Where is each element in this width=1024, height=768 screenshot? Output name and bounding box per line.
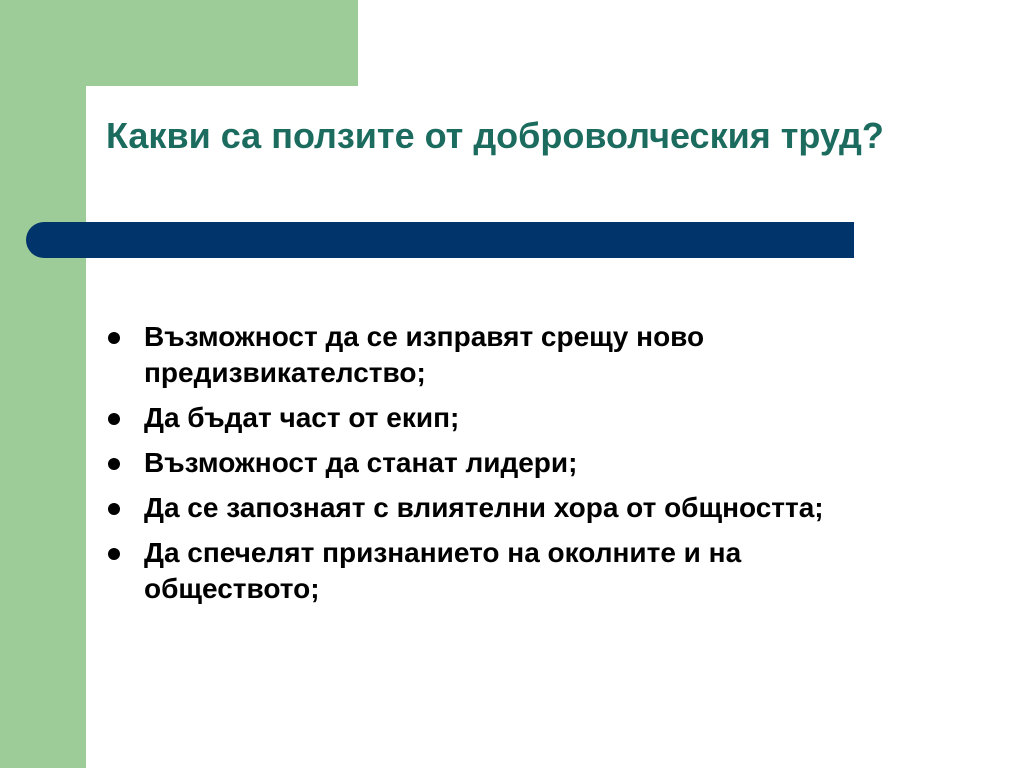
bullet-text: Да бъдат част от екип; (144, 402, 460, 433)
bullet-text: Възможност да се изправят срещу ново предизвикателство; (144, 321, 705, 388)
bullet-item (104, 445, 904, 481)
green-top-band (0, 0, 358, 86)
bullet-item (104, 319, 904, 391)
bullet-text: Възможност да станат лидери; (144, 447, 578, 478)
bullet-item (104, 400, 904, 436)
bullet-dot-icon (108, 332, 120, 344)
title-underline-bar (26, 222, 854, 258)
bullet-dot-icon (108, 548, 120, 560)
slide-title: Какви са ползите от доброволческия труд? (106, 115, 884, 156)
bullet-text: Да се запознаят с влиятелни хора от общността; (144, 492, 824, 523)
green-side-band (0, 0, 86, 768)
bullet-item (104, 490, 904, 526)
bullet-dot-icon (108, 413, 120, 425)
bullet-dot-icon (108, 503, 120, 515)
bullet-dot-icon (108, 458, 120, 470)
bullet-list (104, 319, 904, 616)
bullet-text: Да спечелят признанието на околните и на обществото; (144, 537, 742, 604)
bullet-item (104, 535, 904, 607)
